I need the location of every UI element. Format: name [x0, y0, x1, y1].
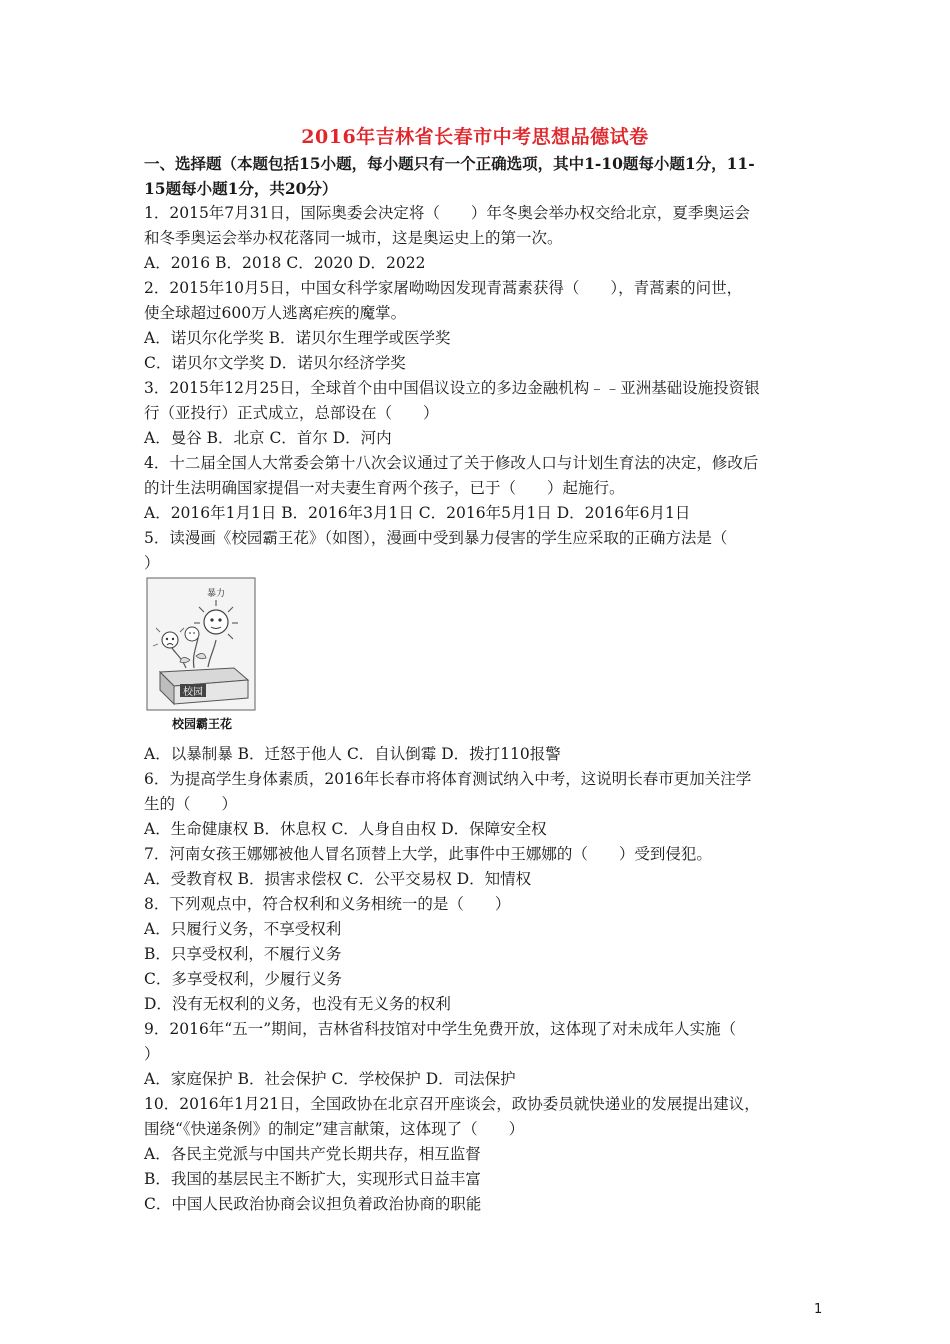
- q9-stem: 9．2016年“五一”期间，吉林省科技馆对中学生免费开放，这体现了对未成年人实施（: [144, 1020, 737, 1038]
- q8-option-d: D．没有无权利的义务，也没有无义务的权利: [144, 995, 451, 1013]
- q6-stem: 6．为提高学生身体素质，2016年长春市将体育测试纳入中考，这说明长春市更加关注学: [144, 770, 752, 788]
- flower-label: 暴力: [206, 589, 226, 599]
- q4-options: A．2016年1月1日 B．2016年3月1日 C．2016年5月1日 D．2016年6月1日: [144, 504, 691, 522]
- q3-options: A．曼谷 B．北京 C．首尔 D．河内: [144, 429, 392, 447]
- question-list: [144, 151, 810, 1217]
- page-number: 1: [814, 1302, 823, 1317]
- q10-stem: 10．2016年1月21日，全国政协在北京召开座谈会，政协委员就快递业的发展提出建议，: [144, 1095, 760, 1113]
- q7-stem: 7．河南女孩王娜娜被他人冒名顶替上大学，此事件中王娜娜的（ ）受到侵犯。: [144, 845, 712, 863]
- q8-option-b: B．只享受权利，不履行义务: [144, 945, 342, 963]
- q3-stem-cont: 行（亚投行）正式成立，总部设在（ ）: [144, 404, 439, 422]
- q1-stem: 1．2015年7月31日，国际奥委会决定将（ ）年冬奥会举办权交给北京，夏季奥运会: [144, 204, 750, 222]
- q1-stem-cont: 和冬季奥运会举办权花落同一城市，这是奥运史上的第一次。: [144, 229, 563, 247]
- q5-stem: 5．读漫画《校园霸王花》（如图），漫画中受到暴力侵害的学生应采取的正确方法是（: [144, 529, 728, 547]
- q2-stem: 2．2015年10月5日，中国女科学家屠呦呦因发现青蒿素获得（ ），青蒿素的问世，: [144, 279, 743, 297]
- q4-stem-cont: 的计生法明确国家提倡一对夫妻生育两个孩子，已于（ ）起施行。: [144, 479, 625, 497]
- section-heading: 一、选择题（本题包括15小题，每小题只有一个正确选项，其中1-10题每小题1分，11-: [144, 154, 755, 173]
- cartoon-caption: 校园霸王花: [171, 717, 233, 731]
- cartoon-drawing: [146, 576, 258, 734]
- cartoon-image: [146, 576, 258, 734]
- q10-option-b: B．我国的基层民主不断扩大，实现形式日益丰富: [144, 1170, 481, 1188]
- q7-options: A．受教育权 B．损害求偿权 C．公平交易权 D．知情权: [144, 870, 532, 888]
- q9-stem-cont: ）: [144, 1045, 160, 1063]
- q5-stem-cont: ）: [144, 554, 160, 572]
- q1-options: A．2016 B．2018 C．2020 D．2022: [144, 254, 426, 272]
- q4-stem: 4．十二届全国人大常委会第十八次会议通过了关于修改人口与计划生育法的决定，修改后: [144, 454, 759, 472]
- q8-option-a: A．只履行义务，不享受权利: [144, 920, 342, 938]
- book-label: 校园: [183, 687, 203, 698]
- page-title: 2016年吉林省长春市中考思想品德试卷: [301, 126, 649, 148]
- q6-options: A．生命健康权 B．休息权 C．人身自由权 D．保障安全权: [144, 820, 547, 838]
- q9-options: A．家庭保护 B．社会保护 C．学校保护 D．司法保护: [144, 1070, 516, 1088]
- q5-options: A．以暴制暴 B．迁怒于他人 C．自认倒霉 D．拨打110报警: [144, 745, 561, 763]
- q10-stem-cont: 围绕“《快递条例》的制定”建言献策，这体现了（ ）: [144, 1120, 525, 1138]
- section-heading-cont: 15题每小题1分，共20分）: [144, 179, 338, 198]
- q2-options-cd: C．诺贝尔文学奖 D．诺贝尔经济学奖: [144, 354, 406, 372]
- q10-option-a: A．各民主党派与中国共产党长期共存，相互监督: [144, 1145, 481, 1163]
- q3-stem: 3．2015年12月25日，全球首个由中国倡议设立的多边金融机构﹣﹣亚洲基础设施投资银: [144, 379, 760, 397]
- q10-option-c: C．中国人民政治协商会议担负着政治协商的职能: [144, 1195, 482, 1213]
- q2-options-ab: A．诺贝尔化学奖 B．诺贝尔生理学或医学奖: [144, 329, 451, 347]
- q8-option-c: C．多享受权利，少履行义务: [144, 970, 342, 988]
- q8-stem: 8．下列观点中，符合权利和义务相统一的是（ ）: [144, 895, 511, 913]
- q6-stem-cont: 生的（ ）: [144, 795, 238, 813]
- q2-stem-cont: 使全球超过600万人逃离疟疾的魔掌。: [144, 304, 407, 322]
